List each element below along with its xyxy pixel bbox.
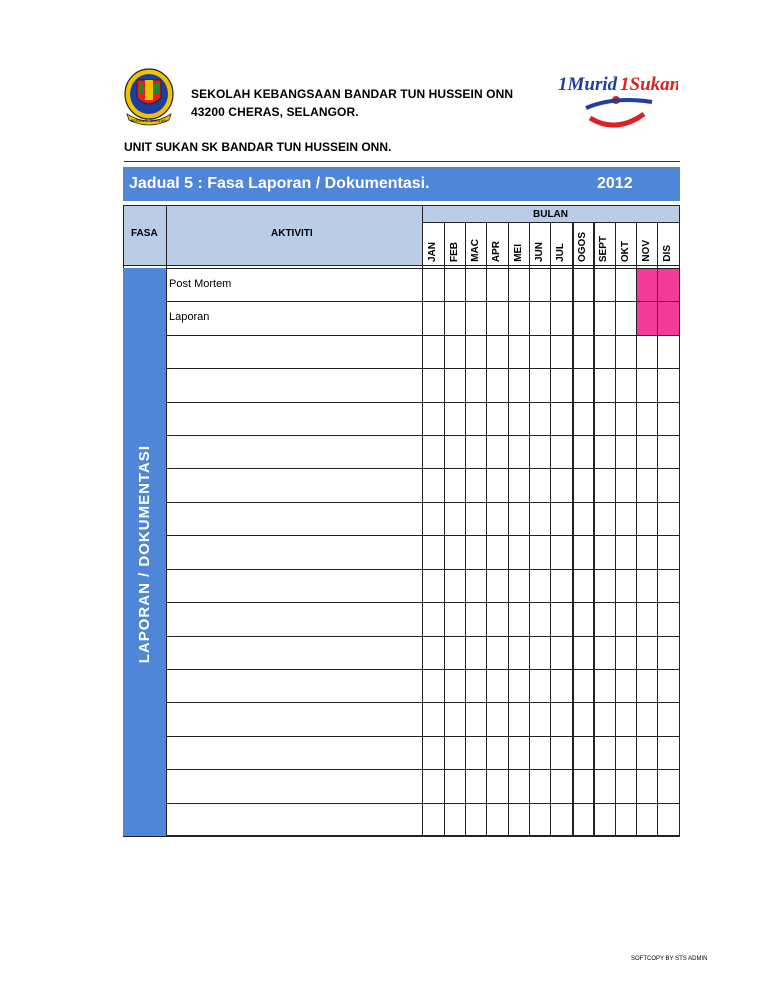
month-header-jan: JAN <box>427 241 438 262</box>
grid-line <box>508 222 509 836</box>
school-address: 43200 CHERAS, SELANGOR. <box>191 105 359 119</box>
grid-line <box>529 222 530 836</box>
banner-year: 2012 <box>597 175 633 192</box>
grid-line <box>166 769 680 770</box>
grid-line <box>166 535 680 536</box>
grid-line <box>123 835 680 837</box>
grid-line <box>465 222 466 836</box>
grid-line <box>166 502 680 503</box>
grid-line <box>593 222 595 836</box>
grid-line <box>166 803 680 804</box>
month-header-mei: MEI <box>513 244 524 262</box>
banner-title: Jadual 5 : Fasa Laporan / Dokumentasi. <box>129 175 430 192</box>
grid-line <box>679 205 680 836</box>
grid-line <box>166 435 680 436</box>
grid-line <box>123 205 680 206</box>
grid-line <box>486 222 487 836</box>
logo-text-murid: 1Murid <box>558 74 618 95</box>
grid-line <box>615 222 616 836</box>
grid-line <box>166 736 680 737</box>
grid-line <box>166 636 680 637</box>
grid-line <box>572 222 574 836</box>
grid-line <box>444 222 445 836</box>
month-header-jul: JUL <box>555 243 566 262</box>
school-crest-logo <box>123 66 175 128</box>
grid-line <box>166 669 680 670</box>
month-header-nov: NOV <box>641 240 652 262</box>
month-header-sept: SEPT <box>598 235 609 262</box>
header-bulan: BULAN <box>533 209 568 220</box>
month-header-jun: JUN <box>534 241 545 262</box>
header-aktiviti: AKTIVITI <box>271 228 313 239</box>
unit-title: UNIT SUKAN SK BANDAR TUN HUSSEIN ONN. <box>124 140 392 154</box>
highlight-cell <box>636 268 657 301</box>
1murid-1sukan-logo <box>556 64 678 134</box>
school-name: SEKOLAH KEBANGSAAN BANDAR TUN HUSSEIN ONN <box>191 87 514 101</box>
grid-line <box>636 222 637 836</box>
highlight-cell <box>657 268 680 301</box>
grid-line <box>166 335 680 336</box>
crest-motto: BERBUDI BERILMU <box>130 118 168 123</box>
grid-line <box>657 222 658 836</box>
month-header-apr: APR <box>491 240 502 262</box>
grid-line <box>166 602 680 603</box>
activity-text: Laporan <box>169 311 210 324</box>
grid-line <box>422 222 680 223</box>
grid-line <box>166 569 680 570</box>
footer-credit: SOFTCOPY BY STS ADMIN <box>631 956 708 962</box>
grid-line <box>123 265 680 266</box>
grid-line <box>166 368 680 369</box>
month-header-dis: DIS <box>662 245 673 262</box>
grid-line <box>166 205 167 836</box>
month-header-ogos: OGOS <box>577 231 588 262</box>
fasa-label: LAPORAN / DOKUMENTASI <box>136 445 153 664</box>
grid-line <box>166 301 680 302</box>
grid-line <box>166 702 680 703</box>
grid-line <box>166 268 680 269</box>
activity-text: Post Mortem <box>169 278 232 290</box>
grid-line <box>166 468 680 469</box>
table-banner <box>123 167 680 201</box>
header-divider <box>124 161 680 162</box>
grid-line <box>550 222 551 836</box>
month-header-feb: FEB <box>449 242 460 262</box>
month-header-mac: MAC <box>470 239 481 262</box>
logo-text-sukan: 1Sukan <box>620 74 678 95</box>
month-header-okt: OKT <box>620 240 631 262</box>
grid-line <box>166 402 680 403</box>
highlight-cell <box>636 301 657 334</box>
grid-line <box>422 205 423 836</box>
schedule-table <box>123 205 680 836</box>
highlight-cell <box>657 301 680 334</box>
header-fasa: FASA <box>131 228 158 239</box>
